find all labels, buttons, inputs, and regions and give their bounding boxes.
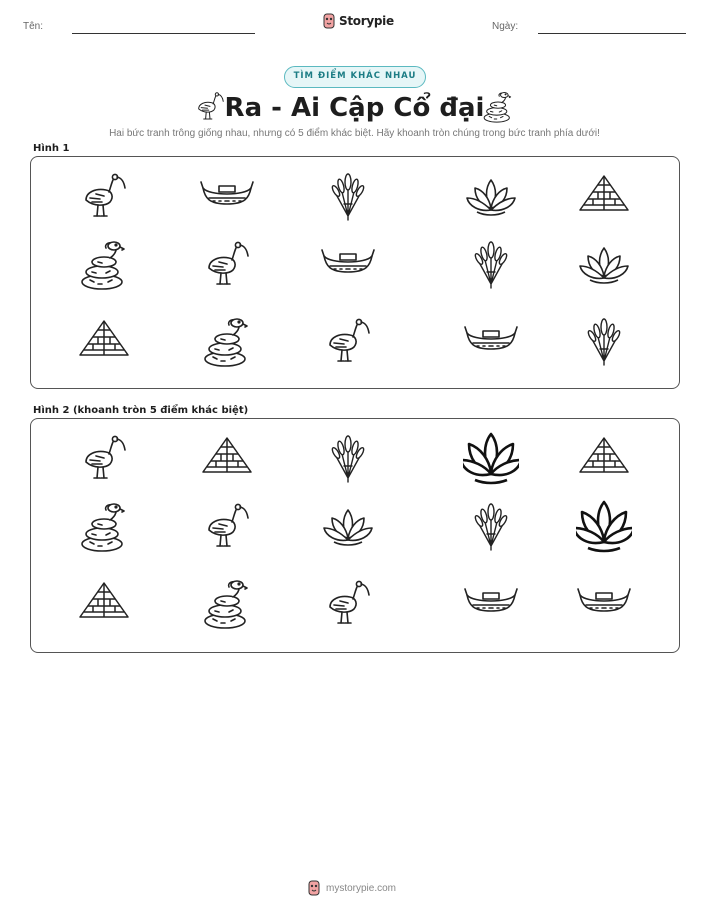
- ibis-icon[interactable]: [318, 576, 378, 632]
- footer-url: mystorypie.com: [326, 882, 397, 894]
- wheat-icon[interactable]: [318, 431, 378, 487]
- wheat-icon[interactable]: [461, 499, 521, 555]
- ibis-icon[interactable]: [318, 314, 378, 370]
- pyramid-icon[interactable]: [74, 576, 134, 632]
- storypie-mascot-icon: [322, 13, 336, 29]
- wheat-icon[interactable]: [574, 314, 634, 370]
- ibis-icon[interactable]: [197, 499, 257, 555]
- boat-icon[interactable]: [197, 169, 257, 225]
- pyramid-icon[interactable]: [74, 314, 134, 370]
- snake-icon[interactable]: [74, 237, 134, 293]
- boat-icon[interactable]: [461, 576, 521, 632]
- wheat-icon[interactable]: [318, 169, 378, 225]
- brand-logo: [322, 13, 394, 29]
- ibis-icon[interactable]: [74, 431, 134, 487]
- instructions: Hai bức tranh trông giống nhau, nhưng có 5 điểm khác biệt. Hãy khoanh tròn chúng trong bức tranh phía dưới!: [109, 128, 600, 139]
- title-row: [0, 90, 709, 130]
- brand-name: Storypie: [339, 14, 394, 28]
- snake-icon[interactable]: [197, 314, 257, 370]
- boat-icon[interactable]: [574, 576, 634, 632]
- picture1-panel[interactable]: [30, 156, 680, 389]
- name-line[interactable]: [72, 33, 255, 34]
- name-label: Tên:: [23, 21, 44, 32]
- storypie-mascot-icon: [307, 880, 321, 896]
- boat-icon[interactable]: [318, 237, 378, 293]
- picture2-panel[interactable]: [30, 418, 680, 653]
- snake-icon[interactable]: [74, 499, 134, 555]
- date-line[interactable]: [538, 33, 686, 34]
- picture1-label: Hình 1: [33, 143, 70, 154]
- picture2-label: Hình 2 (khoanh tròn 5 điểm khác biệt): [33, 405, 249, 416]
- ibis-icon[interactable]: [197, 237, 257, 293]
- lotus-icon[interactable]: [318, 499, 378, 555]
- wheat-icon[interactable]: [461, 237, 521, 293]
- lotus-icon-large[interactable]: [574, 499, 634, 555]
- footer: [307, 880, 396, 896]
- boat-icon[interactable]: [461, 314, 521, 370]
- ibis-icon[interactable]: [74, 169, 134, 225]
- page-title: Ra - Ai Cập Cổ đại: [224, 93, 485, 123]
- pyramid-icon[interactable]: [574, 431, 634, 487]
- activity-badge: TÌM ĐIỂM KHÁC NHAU: [284, 66, 426, 88]
- pyramid-icon[interactable]: [197, 431, 257, 487]
- title-snake-icon: [480, 90, 516, 128]
- snake-icon[interactable]: [197, 576, 257, 632]
- date-label: Ngày:: [492, 21, 519, 32]
- lotus-icon-large[interactable]: [461, 431, 521, 487]
- lotus-icon[interactable]: [574, 237, 634, 293]
- title-ibis-icon: [192, 90, 228, 128]
- lotus-icon[interactable]: [461, 169, 521, 225]
- pyramid-icon[interactable]: [574, 169, 634, 225]
